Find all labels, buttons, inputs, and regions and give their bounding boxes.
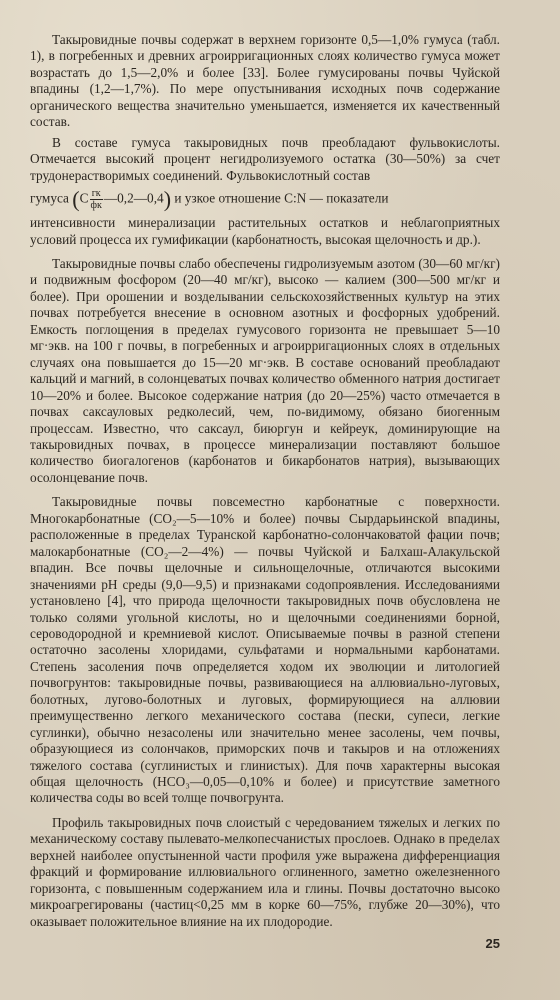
paragraph-humus-composition-text: В составе гумуса такыровидных почв преобладают фульвокислоты. Отмечается высокий процент негидролизуемого остатка (30—50%) за счет трудонерастворимых соединений. Фульвокислотный состав xyxy=(30,134,500,183)
paragraph-profile: Профиль такыровидных почв слоистый с чередованием тяжелых и легких по механическому составу пылевато-мелкопесчанистых прослоев. Однако в пределах верхней наиболее опустыненной части профиля уже выражена дифференциация фракций и формирование иллювиального оглиненного, заметно ожелезненного горизонта, с повышенным содержанием ила и глины. Почвы достаточно высоко микроагрегированы (частиц<0,25 мм в корке 60—75%, глубже 20—30%), что оказывает положительное влияние на их плодородие. xyxy=(30,814,500,929)
formula-suffix: и узкое отношение C:N — показатели xyxy=(174,190,389,206)
formula-fraction xyxy=(90,188,103,211)
formula-denominator: фк xyxy=(90,200,102,212)
formula-prefix: гумуса xyxy=(30,190,69,206)
formula-numerator: гк xyxy=(90,188,103,200)
paragraph-nutrients: Такыровидные почвы слабо обеспечены гидролизуемым азотом (30—60 мг/кг) и подвижным фосфором (20—40 мг/кг), высоко — калием (300—500 мг/кг и более). При орошении и возделывании сельскохозяйственных культур на этих почвах потребуется внесение в основном азотных и фосфорных удобрений. Емкость поглощения в пределах гумусового горизонта не превышает 5—10 мг·экв. на 100 г почвы, в погребенных и агроирригационных слоях в отдельных случаях она повышается до 15—20 мг·экв. В составе оснований преобладают кальций и магний, в солонцеватых почвах количество обменного натрия достигает 10—20% и более. Высокое содержание натрия (до 20—25%) часто отмечается в почвах саксауловых редколесий, чем, по-видимому, обязано биогенным процессам. Известно, что саксаул, биюргун и кейреук, доминирующие на такыровидных почвах, в процессе минерализации поставляют большое количество биогалогенов (карбонатов и бикарбонатов натрия), вызывающих осолонцевание почв. xyxy=(30,255,500,485)
paragraph-humus-composition xyxy=(30,135,500,248)
formula-c-letter: С xyxy=(79,190,89,206)
formula-value: —0,2—0,4 xyxy=(103,190,164,206)
page-text xyxy=(30,32,500,934)
formula-close-paren: ) xyxy=(163,186,172,212)
page-number: 25 xyxy=(485,936,500,951)
paragraph-humus-content: Такыровидные почвы содержат в верхнем горизонте 0,5—1,0% гумуса (табл. 1), в погребенных и древних агроирригационных слоях количество гумуса может возрастать до 1,5—2,0% и более [33]. Более гумусированы почвы Чуйской впадины (1,2—1,7%). По мере опустынивания исходных почв содержание органического вещества значительно уменьшается, изменяется их качественный состав. xyxy=(30,32,500,130)
paragraph-humus-composition-continued: интенсивности минерализации растительных остатков и неблагоприятных условий процесса их гумификации (карбонатность, высокая щелочность и др.). xyxy=(30,215,500,247)
humus-ratio-formula xyxy=(30,188,500,211)
formula-open-paren: ( xyxy=(72,186,80,212)
paragraph-carbonates: Такыровидные почвы повсеместно карбонатные с поверхности. Многокарбонатные (CO₂—5—10% и более) почвы Сырдарьинской впадины, расположенные в пределах Туранской карбонатно-солончаковатой фации почв; малокарбонатные (CO₂—2—4%) — почвы Чуйской и Балхаш-Алакульской впадин. Все почвы щелочные и сильнощелочные, отличаются высокими значениями pH среды (9,0—9,5) и признаками содопроявления. Исследованиями установлено [4], что природа щелочности такыровидных почв обусловлена не только солями угольной кислоты, но и щелочными соединениями борной, сероводородной и кремниевой кислот. Описываемые почвы в разной степени остаточно засолены хлоридами, сульфатами и нормальными карбонатами. Степень засоления почв определяется ходом их эволюции и литологией почвогрунтов: такыровидные почвы, развивающиеся на аллювиально-луговых, болотных, лугово-болотных и луговых, формирующиеся на аллювии преимущественно легкого механического состава (пески, супеси, легкие суглинки), обычно незасолены или значительно менее засолены, чем почвы, образующиеся из солончаков, приморских почв и такыров и на отложениях тяжелого состава (суглинистых и глинистых). Для почв характерны высокая общая щелочность (HCO₃—0,05—0,10% и более) и присутствие заметного количества соды во всей толще почвогрунта. xyxy=(30,494,500,806)
